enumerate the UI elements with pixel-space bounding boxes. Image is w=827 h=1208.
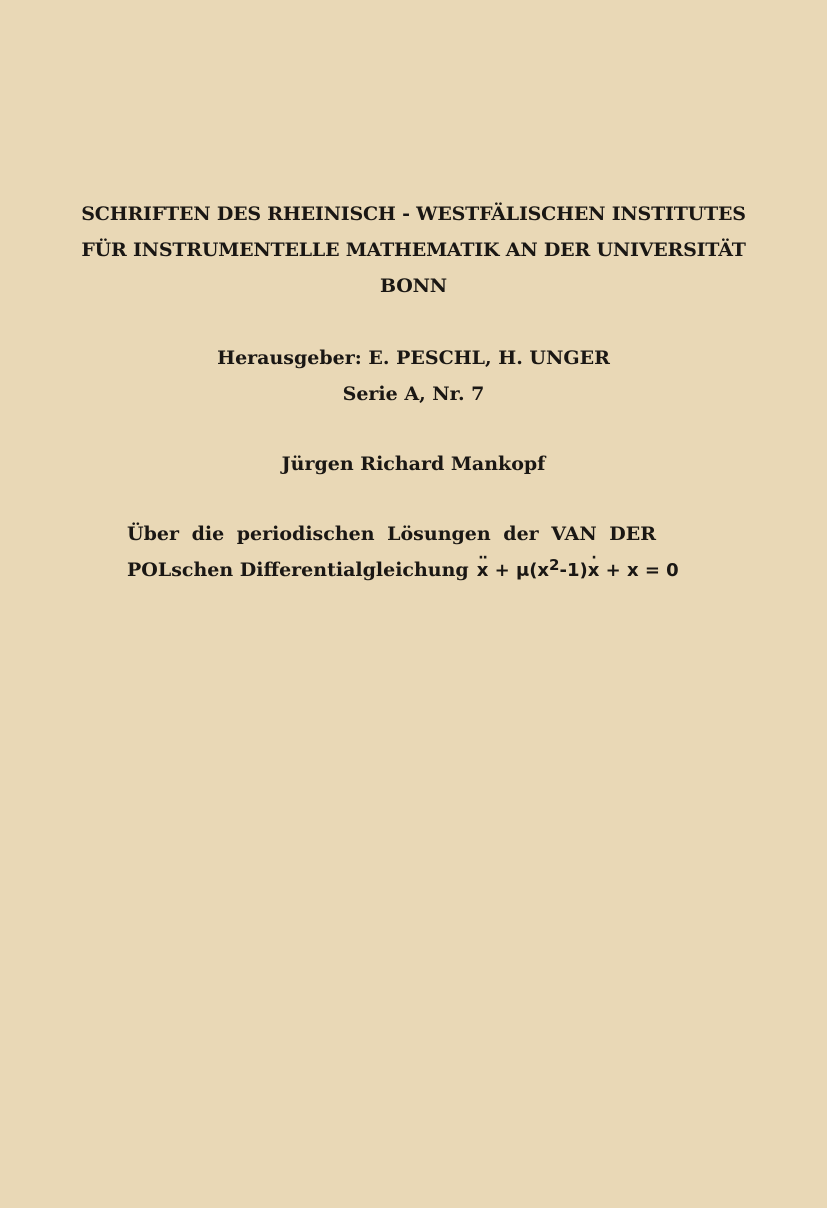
book-title-line-2-text: POLschen Differentialgleichung: [127, 559, 469, 581]
van-der-pol-equation: [476, 556, 679, 581]
series-title-line-1: SCHRIFTEN DES RHEINISCH - WESTFÄLISCHEN INSTITUTES: [81, 203, 746, 225]
equation-part-1: + μ(x: [488, 560, 550, 581]
book-title: [127, 516, 679, 589]
book-title-line-1: Über die periodischen Lösungen der VAN DER: [127, 523, 657, 545]
x-dot: x ·: [588, 553, 600, 589]
equation-exponent: 2: [549, 556, 560, 574]
series-title-line-3: BONN: [380, 275, 447, 297]
author-name: Jürgen Richard Mankopf: [281, 453, 546, 475]
book-title-line-2: [127, 552, 679, 589]
equation-part-2: -1): [559, 560, 588, 581]
series-title: [40, 196, 787, 304]
series-title-line-2: FÜR INSTRUMENTELLE MATHEMATIK AN DER UNIVERSITÄT: [81, 239, 746, 261]
series-number: Serie A, Nr. 7: [342, 383, 485, 405]
x-double-dot: x ··: [477, 553, 489, 589]
equation-part-3: + x = 0: [599, 560, 679, 581]
editors-block: [0, 340, 827, 412]
editors-line: Herausgeber: E. PESCHL, H. UNGER: [217, 347, 610, 369]
